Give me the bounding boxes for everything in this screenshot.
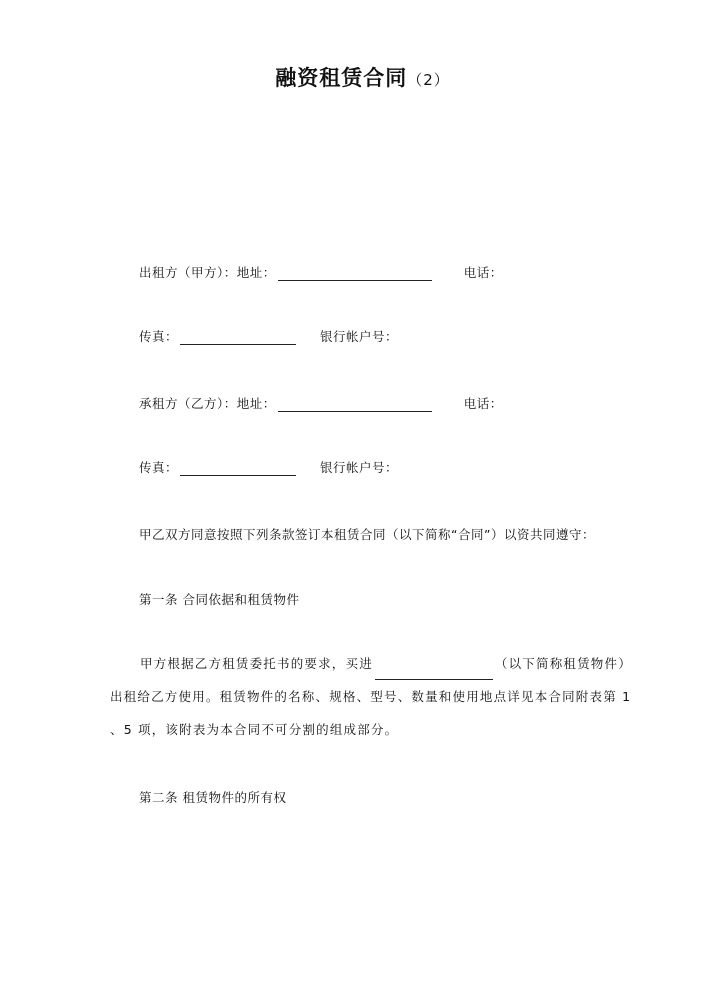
lessor-fax-line bbox=[139, 329, 398, 345]
lessee-fax-line bbox=[139, 460, 398, 476]
lessor-address-blank bbox=[278, 266, 432, 281]
document-title bbox=[0, 62, 725, 92]
lessee-fax-blank bbox=[180, 461, 296, 476]
article2-heading: 第二条 租赁物件的所有权 bbox=[139, 790, 287, 805]
lessee-bank-label: 银行帐户号： bbox=[320, 460, 399, 475]
lessor-line bbox=[139, 265, 503, 281]
lessor-fax-blank bbox=[180, 330, 296, 345]
article1-heading: 第一条 合同依据和租赁物件 bbox=[139, 592, 300, 607]
lessee-line bbox=[139, 396, 503, 412]
lessor-bank-label: 银行帐户号： bbox=[320, 329, 399, 344]
article1-body-start: 甲方根据乙方租赁委托书的要求，买进 bbox=[140, 656, 373, 671]
lessor-fax-label: 传真： bbox=[139, 329, 179, 344]
title-suffix: （2） bbox=[407, 71, 450, 89]
lessee-phone-label: 电话： bbox=[463, 396, 503, 411]
lessee-address-label: 承租方（乙方）：地址： bbox=[139, 396, 276, 411]
title-text: 融资租赁合同 bbox=[275, 66, 408, 90]
lessor-address-label: 出租方（甲方）：地址： bbox=[139, 265, 276, 280]
preamble: 甲乙双方同意按照下列条款签订本租赁合同（以下简称“合同”）以资共同遵守： bbox=[139, 527, 595, 542]
article1-body bbox=[110, 647, 645, 746]
lessor-phone-label: 电话： bbox=[463, 265, 503, 280]
article1-body-rest: （以下简称租赁物件）出租给乙方使用。租赁物件的名称、规格、型号、数量和使用地点详见本合同附表第 1 、5 项，该附表为本合同不可分割的组成部分。 bbox=[110, 656, 632, 737]
lessee-address-blank bbox=[278, 397, 432, 412]
lessee-fax-label: 传真： bbox=[139, 460, 179, 475]
leased-item-blank bbox=[375, 665, 493, 680]
